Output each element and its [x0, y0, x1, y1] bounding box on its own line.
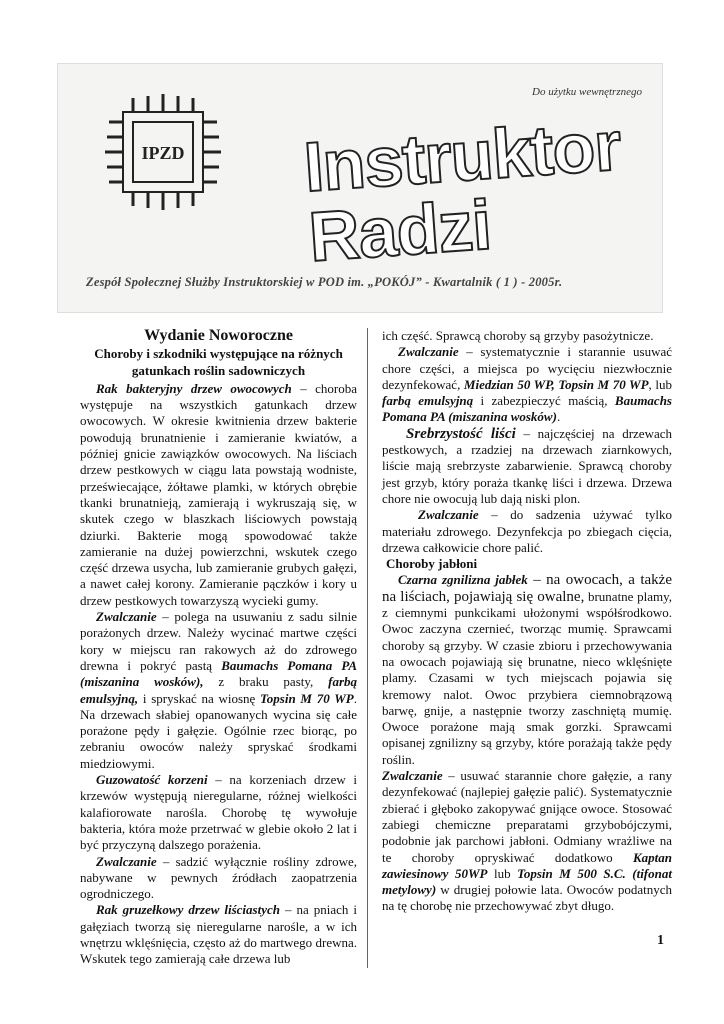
masthead-subtitle: Zespół Społecznej Służby Instruktorskiej w POD im. „POKÓJ” - Kwartalnik ( 1 ) - 2005r. — [86, 275, 563, 289]
article-heading: Wydanie Noworoczne — [144, 327, 293, 344]
paragraph: ich część. Sprawcą choroby są grzyby pasożytnicze. — [382, 328, 654, 343]
column-divider — [367, 328, 368, 968]
paragraph: Czarna zgnilizna jabłek – na owocach, a także na liściach, pojawiają się owalne, brunatne plamy, z ciemnymi punkcikami ułożonymi współśrodkowo. Owoc zaczyna czernieć, tworząc mumię. Sprawcami choroby są grzyby. W czasie zbioru i przechowywania na owocach pojawiają się brunatne, nieco wklęśnięte plamy. Czasami w tych miejscach pojawia się kremowy nalot. Owoc przybiera ciemnobrązową barwę, gnije, a następnie tworzy zaschniętą mumię. Owoce porażone mają smak gorzki. Sprawcami opisanej zgnilizny są grzyby, które porażają także pędy roślin. — [382, 572, 672, 767]
section-heading: Choroby jabłoni — [386, 556, 478, 572]
paragraph: Zwalczanie – sadzić wyłącznie rośliny zdrowe, nabywane w pewnych źródłach zaopatrzenia ogrodniczego. — [80, 853, 357, 902]
paragraph: Guzowatość korzeni – na korzeniach drzew i krzewów występują nieregularne, różnej wielkości kalafiorowate narośla. Chorobę tę wywołuje bakteria, która może przetrwać w glebie około 2 lat i być przyczyną dalszego porażenia. — [80, 772, 357, 853]
paragraph: Rak gruzełkowy drzew liściastych – na pniach i gałęziach tworzą się nieregularne narośle, a w ich wnętrzu wklęśnięcia, często aż do martwego drewna. Wskutek tego zamierają całe drzewa lub — [80, 902, 357, 967]
article-subheading: Choroby i szkodniki występujące na różnych gatunkach roślin sadowniczych — [94, 346, 343, 378]
right-column — [382, 328, 672, 915]
paragraph: Rak bakteryjny drzew owocowych – choroba występuje na wszystkich gatunkach drzew owocowych. W okresie kwitnienia drzew bakterie powodują brunatnienie i zamieranie kwiatów, a później gnicie zawiązków owocowych. Na liściach drzew pestkowych w ciągu lata powstają wodniste, przeświecające, żółtawe plamki, w których obrębie tkanki brunatnieją, zamierają i wykruszają się, w skutek czego w blaszkach liściowych powstają dziurki. Bakterie mogą spowodować także zamieranie na dużej powierzchni, wskutek czego część drzewa usycha, lub zamieranie grubych gałęzi, a nawet całej korony. Zamieranie pączków i kory u drzew pestkowych towarzyszą wycieki gumy. — [80, 380, 357, 608]
page-number: 1 — [657, 933, 664, 948]
paragraph: Zwalczanie – do sadzenia używać tylko materiału zdrowego. Dezynfekcja po zbiegach cięcia, drzewa całkowicie chore palić. — [382, 507, 672, 555]
paragraph: Zwalczanie – usuwać starannie chore gałęzie, a rany dezynfekować (najlepiej gałęzie palić). Systematycznie zbierać i głęboko zakopywać gnijące owoce. Stosować zabiegi chemiczne preparatami grzybobójczymi, podobnie jak parchowi jabłoni. Odmiany wrażliwe na te choroby opryskiwać dodatkowo Kaptan zawiesinowy 50WP lub Topsin M 500 S.C. (tifonat metylowy) w drugiej połowie lata. Owoców podatnych na tę chorobę nie przechowywać zbyt długo. — [382, 768, 672, 914]
paragraph: Zwalczanie – polega na usuwaniu z sadu silnie porażonych drzew. Należy wycinać martwe części kory w miejscu ran rakowych aż do zdrowego drewna i pokryć pastą Baumachs Pomana PA (miszanina wosków), z braku pasty, farbą emulsyjną, i spryskać na wiosnę Topsin M 70 WP. Na drzewach słabiej opanowanych wycina się całe porażone pędy i gałęzie. Ogólnie rzec biorąc, po zebraniu owoców należy spryskać środkami miedziowymi. — [80, 609, 357, 771]
masthead-title: Instruktor Radzi — [301, 106, 623, 277]
svg-text:IPZD: IPZD — [141, 143, 185, 163]
left-column — [80, 328, 357, 968]
paragraph: Zwalczanie – systematycznie i starannie usuwać chore części, a miejsca po wycięciu niezwłocznie dezynfekować, Miedzian 50 WP, Topsin M 70 WP, lub farbą emulsyjną i zabezpieczyć maścią, Baumachs Pomana PA (miszanina wosków). — [382, 344, 672, 425]
masthead — [57, 63, 663, 313]
masthead-note: Do użytku wewnętrznego — [532, 86, 642, 98]
paragraph: Srebrzystość liści – najczęściej na drzewach pestkowych, a rzadziej na drzewach ziarnkowych, liście mają srebrzyste zabarwienie. Sprawcą choroby jest grzyb, który poraża tkankę liści i drzewa. Drzewa chore nie owocują lub dają niski plon. — [382, 425, 672, 506]
club-logo-icon — [103, 92, 223, 212]
